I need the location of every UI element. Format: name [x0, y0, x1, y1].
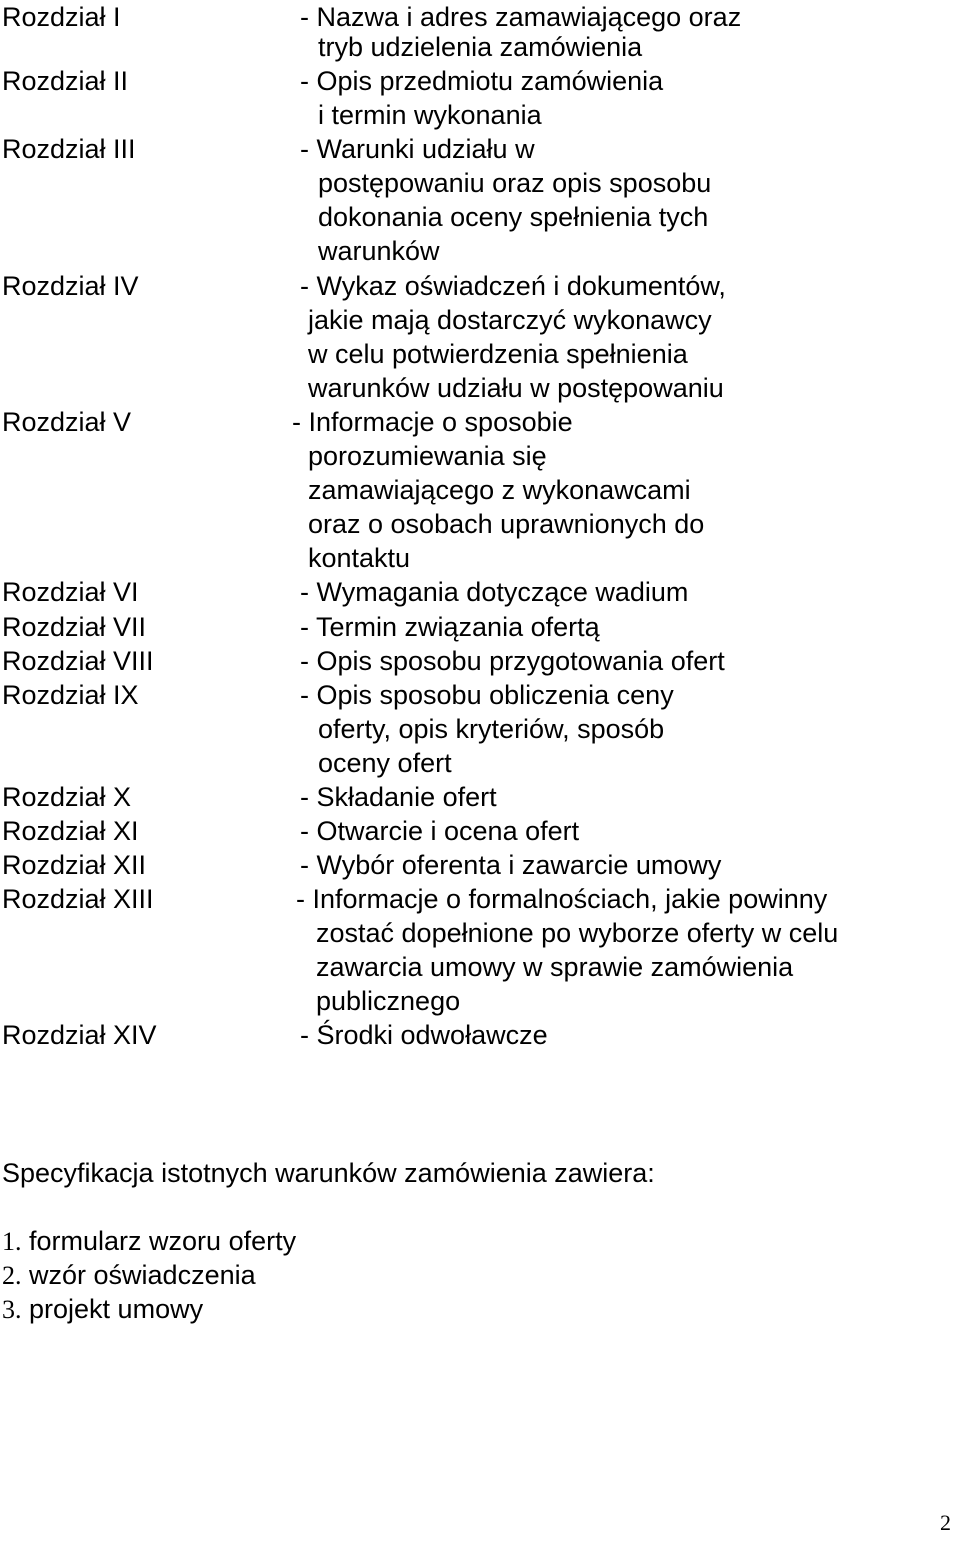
chapter-label: Rozdział VI [2, 577, 139, 607]
page-number: 2 [940, 1510, 951, 1535]
chapter-title-line: porozumiewania się [308, 441, 547, 471]
chapter-title-line: - Opis sposobu obliczenia ceny [300, 680, 674, 710]
spec-heading: Specyfikacja istotnych warunków zamówienia zawiera: [2, 1158, 655, 1188]
attachment-text: formularz wzoru oferty [29, 1226, 297, 1256]
attachment-item [2, 1224, 296, 1259]
chapter-label: Rozdział XIV [2, 1020, 157, 1050]
chapter-label: Rozdział XIII [2, 884, 154, 914]
chapter-title-line: i termin wykonania [318, 100, 542, 130]
chapter-title-line: dokonania oceny spełnienia tych [318, 202, 709, 232]
chapter-title-line: - Opis przedmiotu zamówienia [300, 66, 664, 96]
chapter-title-line: oceny ofert [318, 748, 452, 778]
chapter-title-line: publicznego [316, 986, 461, 1016]
chapter-title-line: - Informacje o formalnościach, jakie powinny [296, 884, 828, 914]
chapter-title-line: - Wybór oferenta i zawarcie umowy [300, 850, 722, 880]
chapter-title-line: warunków udziału w postępowaniu [308, 373, 724, 403]
attachment-number: 1. [2, 1227, 22, 1256]
chapter-title-line: - Nazwa i adres zamawiającego oraz [300, 2, 742, 32]
attachment-text: projekt umowy [29, 1294, 204, 1324]
chapter-title-line: zamawiającego z wykonawcami [308, 475, 691, 505]
chapter-title-line: - Termin związania ofertą [300, 612, 600, 642]
chapter-label: Rozdział XI [2, 816, 139, 846]
chapter-title-line: - Składanie ofert [300, 782, 497, 812]
attachment-text: wzór oświadczenia [29, 1260, 256, 1290]
chapter-label: Rozdział X [2, 782, 132, 812]
chapter-label: Rozdział IX [2, 680, 139, 710]
chapter-title-line: w celu potwierdzenia spełnienia [308, 339, 688, 369]
chapter-title-line: oferty, opis kryteriów, sposób [318, 714, 665, 744]
chapter-label: Rozdział VII [2, 612, 147, 642]
chapter-label: Rozdział V [2, 407, 132, 437]
chapter-title-line: oraz o osobach uprawnionych do [308, 509, 705, 539]
chapter-label: Rozdział VIII [2, 646, 154, 676]
chapter-label: Rozdział I [2, 2, 121, 32]
chapter-title-line: postępowaniu oraz opis sposobu [318, 168, 712, 198]
attachment-item [2, 1292, 203, 1327]
attachment-number: 3. [2, 1295, 22, 1324]
chapter-label: Rozdział IV [2, 271, 139, 301]
chapter-label: Rozdział III [2, 134, 136, 164]
chapter-title-line: jakie mają dostarczyć wykonawcy [308, 305, 712, 335]
chapter-title-line: zostać dopełnione po wyborze oferty w celu [316, 918, 839, 948]
chapter-label: Rozdział XII [2, 850, 147, 880]
chapter-title-line: - Informacje o sposobie [292, 407, 573, 437]
chapter-title-line: - Wymagania dotyczące wadium [300, 577, 689, 607]
attachment-item [2, 1258, 256, 1293]
chapter-title-line: kontaktu [308, 543, 411, 573]
chapter-title-line: - Otwarcie i ocena ofert [300, 816, 580, 846]
chapter-title-line: - Opis sposobu przygotowania ofert [300, 646, 725, 676]
attachment-number: 2. [2, 1261, 22, 1290]
chapter-title-line: warunków [318, 236, 440, 266]
chapter-label: Rozdział II [2, 66, 129, 96]
chapter-title-line: - Wykaz oświadczeń i dokumentów, [300, 271, 726, 301]
chapter-title-line: - Środki odwoławcze [300, 1020, 548, 1050]
chapter-title-line: - Warunki udziału w [300, 134, 535, 164]
chapter-title-line: zawarcia umowy w sprawie zamówienia [316, 952, 794, 982]
chapter-title-line: tryb udzielenia zamówienia [318, 32, 643, 62]
